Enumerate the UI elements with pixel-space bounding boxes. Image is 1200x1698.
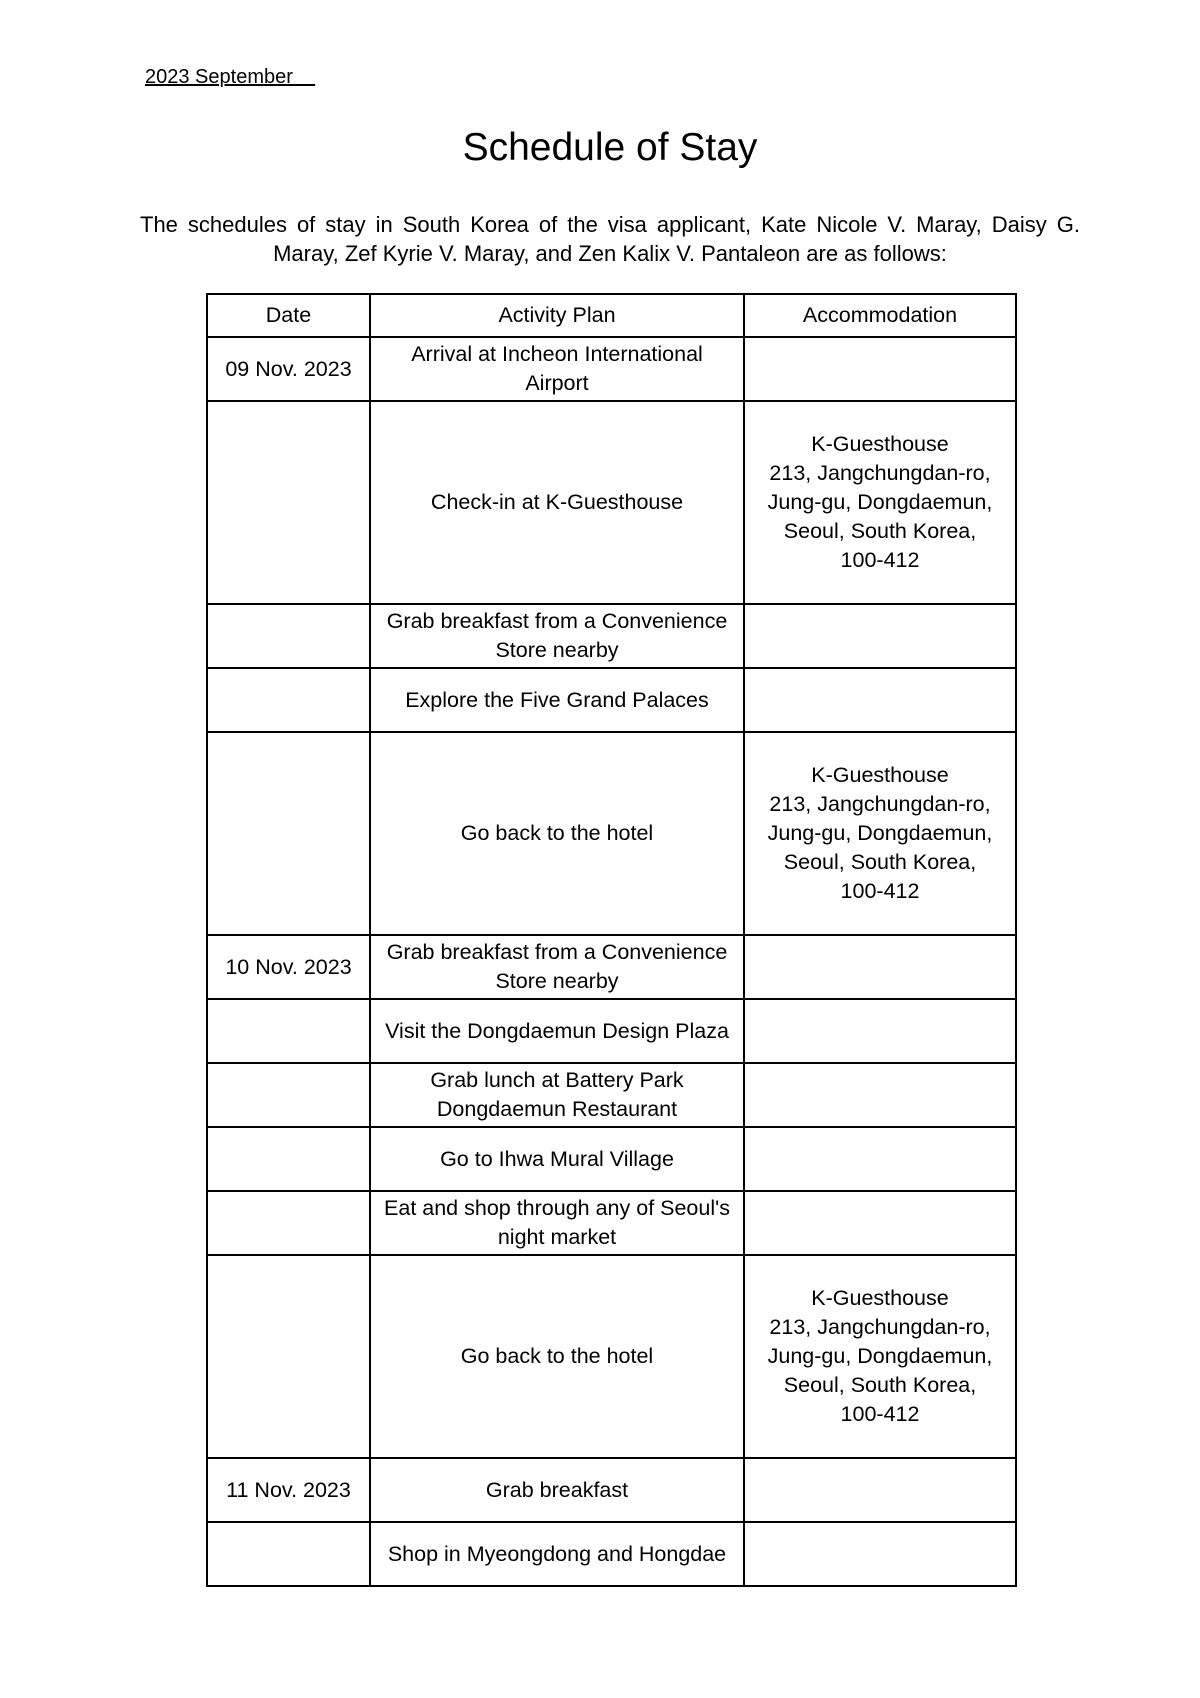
table-row	[207, 935, 1016, 999]
date-cell: 10 Nov. 2023	[207, 935, 370, 999]
page-title: Schedule of Stay	[462, 126, 758, 169]
accommodation-address-line: K-Guesthouse	[811, 432, 949, 456]
accommodation-cell	[744, 999, 1016, 1063]
column-header-activity: Activity Plan	[370, 294, 744, 337]
activity-cell: Check-in at K-Guesthouse	[370, 401, 744, 604]
accommodation-cell	[744, 668, 1016, 732]
activity-cell: Grab breakfast from a Convenience Store nearby	[370, 604, 744, 668]
accommodation-cell	[744, 1255, 1016, 1458]
accommodation-cell	[744, 1522, 1016, 1586]
accommodation-address-line: Jung-gu, Dongdaemun,	[767, 490, 993, 514]
date-cell	[207, 1127, 370, 1191]
date-cell: 11 Nov. 2023	[207, 1458, 370, 1522]
accommodation-cell	[744, 1063, 1016, 1127]
column-header-date: Date	[207, 294, 370, 337]
accommodation-address-line: 100-412	[840, 879, 920, 903]
activity-cell: Shop in Myeongdong and Hongdae	[370, 1522, 744, 1586]
date-cell	[207, 401, 370, 604]
accommodation-address-line: Jung-gu, Dongdaemun,	[767, 821, 993, 845]
table-row	[207, 1063, 1016, 1127]
accommodation-address-line: 213, Jangchungdan-ro,	[769, 1315, 991, 1339]
table-row	[207, 1191, 1016, 1255]
document-date: 2023 September	[145, 66, 316, 88]
date-cell	[207, 1522, 370, 1586]
table-row	[207, 732, 1016, 935]
accommodation-cell	[744, 604, 1016, 668]
date-cell	[207, 732, 370, 935]
activity-cell: Visit the Dongdaemun Design Plaza	[370, 999, 744, 1063]
table-row	[207, 1522, 1016, 1586]
accommodation-cell	[744, 935, 1016, 999]
table-row	[207, 401, 1016, 604]
table-row	[207, 1255, 1016, 1458]
schedule-rows	[207, 337, 1016, 1586]
activity-cell: Grab breakfast	[370, 1458, 744, 1522]
accommodation-address-line: Seoul, South Korea,	[783, 1373, 977, 1397]
table-row	[207, 604, 1016, 668]
date-cell	[207, 1255, 370, 1458]
accommodation-cell	[744, 1458, 1016, 1522]
table-row	[207, 337, 1016, 401]
date-cell	[207, 668, 370, 732]
table-row	[207, 668, 1016, 732]
accommodation-address-line: K-Guesthouse	[811, 763, 949, 787]
activity-cell: Go to Ihwa Mural Village	[370, 1127, 744, 1191]
activity-cell: Grab lunch at Battery Park Dongdaemun Restaurant	[370, 1063, 744, 1127]
accommodation-address-line: Seoul, South Korea,	[783, 850, 977, 874]
table-header-row	[207, 294, 1016, 337]
accommodation-address-line: Seoul, South Korea,	[783, 519, 977, 543]
accommodation-address-line: K-Guesthouse	[811, 1286, 949, 1310]
activity-cell: Grab breakfast from a Convenience Store nearby	[370, 935, 744, 999]
date-cell	[207, 1191, 370, 1255]
accommodation-address-line: 100-412	[840, 548, 920, 572]
activity-cell: Go back to the hotel	[370, 1255, 744, 1458]
accommodation-cell	[744, 1127, 1016, 1191]
accommodation-cell	[744, 732, 1016, 935]
table-row	[207, 999, 1016, 1063]
date-cell: 09 Nov. 2023	[207, 337, 370, 401]
activity-cell: Arrival at Incheon International Airport	[370, 337, 744, 401]
activity-cell: Go back to the hotel	[370, 732, 744, 935]
schedule-table	[206, 293, 1017, 1587]
date-cell	[207, 999, 370, 1063]
accommodation-cell	[744, 337, 1016, 401]
accommodation-address-line: 100-412	[840, 1402, 920, 1426]
accommodation-cell	[744, 401, 1016, 604]
page-bottom-margin	[190, 1589, 1040, 1698]
intro-paragraph: The schedules of stay in South Korea of the visa applicant, Kate Nicole V. Maray, Daisy G. Maray, Zef Kyrie V. Maray, and Zen Kalix V. Pantaleon are as follows:	[140, 212, 1080, 266]
accommodation-address-line: Jung-gu, Dongdaemun,	[767, 1344, 993, 1368]
table-row	[207, 1127, 1016, 1191]
table-row	[207, 1458, 1016, 1522]
accommodation-address-line: 213, Jangchungdan-ro,	[769, 792, 991, 816]
column-header-accommodation: Accommodation	[744, 294, 1016, 337]
date-cell	[207, 1063, 370, 1127]
accommodation-cell	[744, 1191, 1016, 1255]
accommodation-address-line: 213, Jangchungdan-ro,	[769, 461, 991, 485]
activity-cell: Eat and shop through any of Seoul's night market	[370, 1191, 744, 1255]
date-cell	[207, 604, 370, 668]
activity-cell: Explore the Five Grand Palaces	[370, 668, 744, 732]
